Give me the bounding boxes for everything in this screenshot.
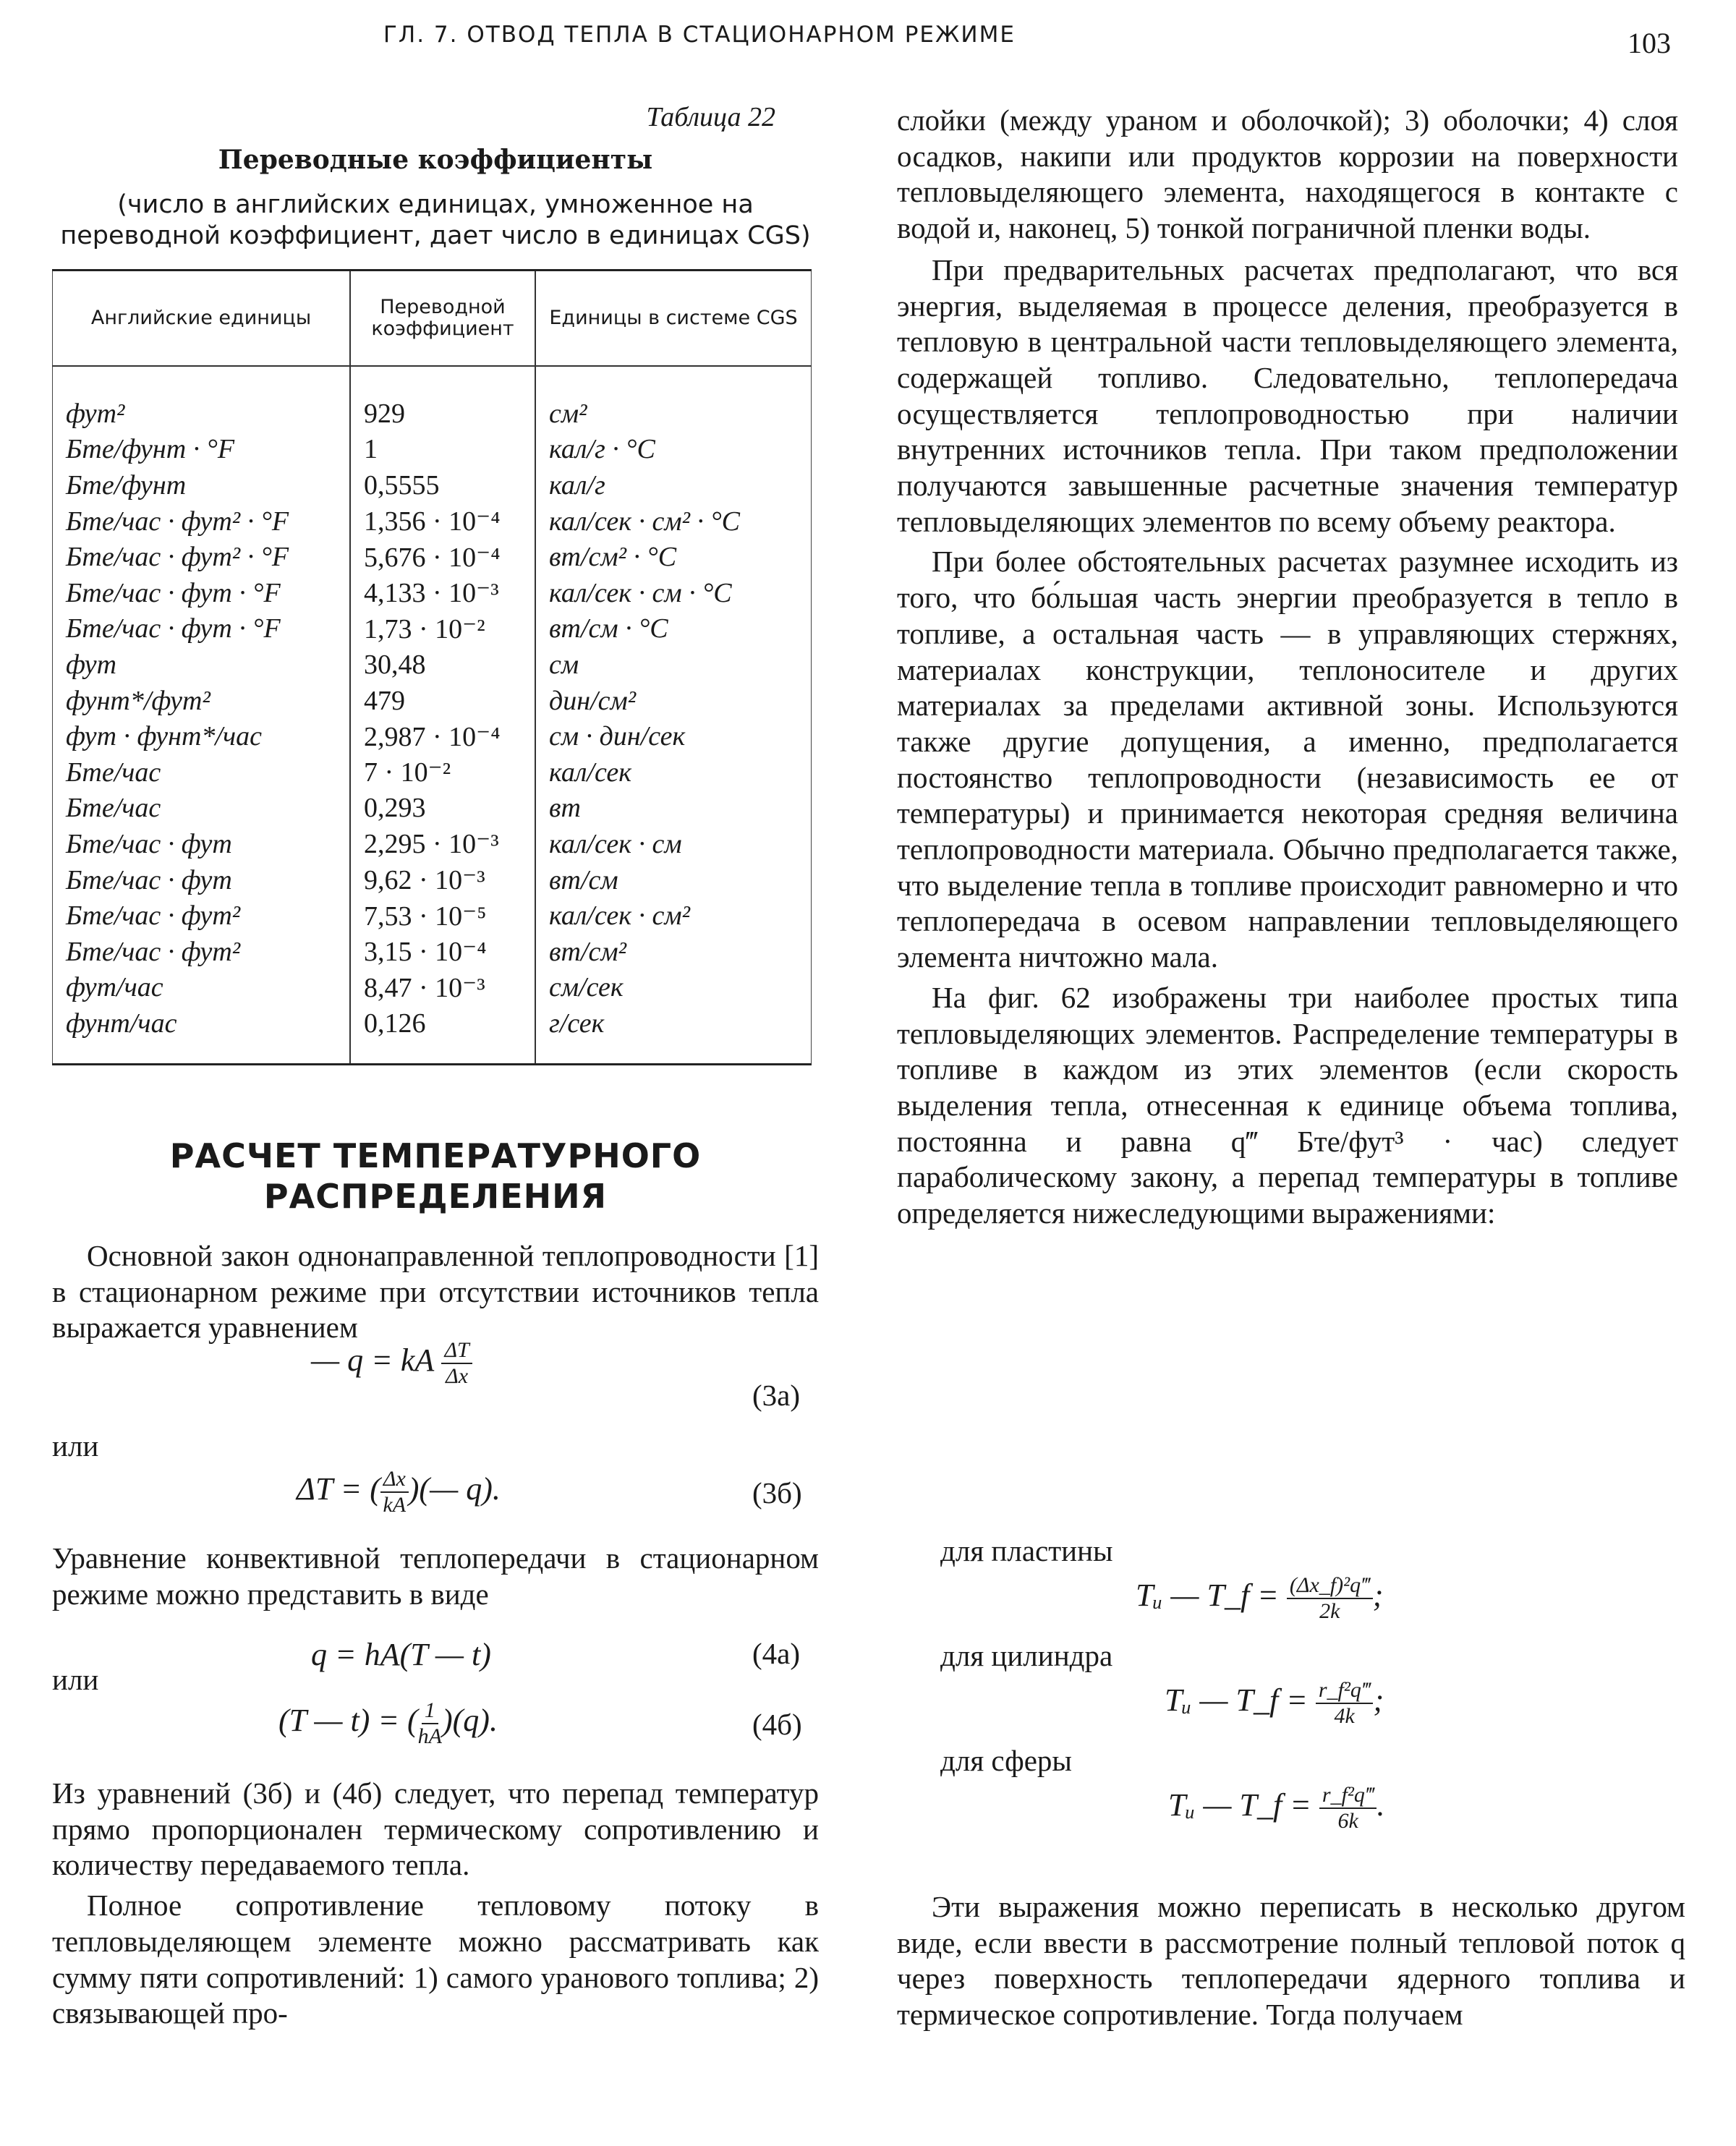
equation-cylinder: [1165, 1678, 1384, 1729]
table-row: [53, 1005, 812, 1064]
table-row: [53, 754, 812, 791]
paragraph: Эти выражения можно переписать в несколько другом виде, если ввести в рассмотрение полный тепловой поток q через поверхность теплопередачи ядерного топлива и термическое сопротивление. Тогда получаем: [897, 1890, 1685, 2032]
right-text-1: [897, 103, 1678, 1232]
equation-label: (3б): [752, 1476, 802, 1510]
equation-3a: [311, 1338, 472, 1389]
equation-label: (4б): [752, 1708, 802, 1741]
equation-3b: [297, 1467, 501, 1517]
cgs-unit: кал/сек · см² · °С: [549, 506, 741, 537]
cgs-unit: кал/сек · см: [549, 828, 682, 859]
paragraph: На фиг. 62 изображены три наиболее простых типа тепловыделяющих элементов. Распределение температуры в топливе в каждом из этих элементов (если скорость выделения тепла, отнесенная к единице объема топлива, постоянна и равна q‴ Бте/фут³ · час) следует параболическому закону, а перепад температуры в топливе определяется нижеследующими выражениями:: [897, 980, 1678, 1230]
table-row: [53, 718, 812, 754]
page-number: 103: [1628, 27, 1671, 59]
equation-label: (3а): [752, 1379, 801, 1412]
paragraph: При предварительных расчетах предполагают, что вся энергия, выделяемая в процессе деления, преобразуется в тепловую в центральной части тепловыделяющего элемента, содержащей топливо. Следовательно, теплопередача осуществляется теплопроводностью при наличии внутренних источников тепла. При таком предположении получаются завышенные расчетные значения температур тепловыделяющих элементов по всему объему реактора.: [897, 252, 1678, 538]
cgs-unit: см/сек: [549, 972, 624, 1003]
cgs-unit: см: [549, 649, 579, 680]
english-unit: фут/час: [53, 970, 351, 1006]
conversion-factor: 4,133 · 10⁻³: [350, 575, 535, 611]
conversion-factor: 5,676 · 10⁻⁴: [350, 539, 535, 575]
table-row: [53, 970, 812, 1006]
left-text-1: [52, 1238, 819, 1346]
paragraph: слойки (между ураном и оболочкой); 3) оболочки; 4) слоя осадков, накипи или продуктов коррозии на поверхности тепловыделяющего элемента, находящегося в контакте с водой и, наконец, 5) тонкой пограничной пленки воды.: [897, 103, 1678, 245]
conversion-factor: 1: [350, 432, 535, 468]
conversion-table: [52, 269, 812, 1065]
table-row: [53, 539, 812, 575]
eq-den: kA: [383, 1493, 407, 1517]
conversion-factor: 0,5555: [350, 467, 535, 503]
english-unit: фунт/час: [53, 1005, 351, 1064]
table-subtitle: (число в английских единицах, умноженное на переводной коэффициент, дает число в единицах CGS): [60, 190, 811, 250]
eq-lhs: Tᵤ — T_f =: [1168, 1787, 1311, 1823]
table-row: [53, 467, 812, 503]
running-header: ГЛ. 7. ОТВОД ТЕПЛА В СТАЦИОНАРНОМ РЕЖИМЕ: [383, 22, 1016, 48]
cgs-unit: кал/сек: [549, 757, 631, 788]
english-unit: Бте/час · фут² · °F: [53, 539, 351, 575]
table-row: [53, 503, 812, 540]
eq-end: ;: [1372, 1577, 1384, 1614]
left-text-2: [52, 1541, 819, 1612]
english-unit: Бте/час · фут²: [53, 934, 351, 970]
eq-den: 6k: [1337, 1809, 1358, 1833]
cgs-unit: вт/см · °С: [549, 613, 668, 644]
cgs-unit: кал/г: [549, 469, 605, 501]
eq-num: ΔT: [441, 1338, 472, 1364]
cgs-unit: кал/сек · см²: [549, 900, 690, 932]
eq-rhs: )(q).: [442, 1703, 498, 1739]
table-row: [53, 366, 812, 432]
equation-label: (4а): [752, 1637, 801, 1670]
conversion-factor: 2,987 · 10⁻⁴: [350, 718, 535, 754]
conversion-factor: 0,126: [350, 1005, 535, 1064]
eq-num: 1: [422, 1698, 438, 1724]
plate-label: для пластины: [940, 1534, 1113, 1567]
english-unit: фут: [53, 647, 351, 683]
eq-lhs: — q = kA: [311, 1342, 434, 1379]
cgs-unit: кал/сек · см · °С: [549, 577, 732, 608]
eq-num: Δx: [380, 1467, 409, 1493]
english-unit: фут²: [53, 366, 351, 432]
cgs-unit: вт: [549, 793, 581, 824]
english-unit: Бте/час · фут²: [53, 898, 351, 934]
conversion-factor: 8,47 · 10⁻³: [350, 970, 535, 1006]
cgs-unit: вт/см: [549, 864, 618, 895]
table-row: [53, 934, 812, 970]
conversion-factor: 9,62 · 10⁻³: [350, 862, 535, 898]
english-unit: фут · фунт*/час: [53, 718, 351, 754]
eq-lhs: Tᵤ — T_f =: [1136, 1577, 1279, 1614]
eq-den: 2k: [1319, 1599, 1340, 1623]
paragraph: Из уравнений (3б) и (4б) следует, что перепад температур прямо пропорционален термическому сопротивлению и количеству передаваемого тепла.: [52, 1776, 819, 1882]
table-row: [53, 826, 812, 862]
left-text-3: [52, 1776, 819, 2032]
conversion-factor: 929: [350, 366, 535, 432]
column-header: Единицы в системе CGS: [535, 271, 812, 367]
table-row: [53, 647, 812, 683]
eq-lhs: (T — t) = (: [278, 1703, 418, 1739]
conversion-factor: 2,295 · 10⁻³: [350, 826, 535, 862]
column-header: Переводной коэффициент: [350, 271, 535, 367]
table-row: [53, 791, 812, 827]
conversion-factor: 7,53 · 10⁻⁵: [350, 898, 535, 934]
cylinder-label: для цилиндра: [940, 1639, 1113, 1672]
eq-lhs: Tᵤ — T_f =: [1165, 1682, 1308, 1719]
cgs-unit: вт/см² · °С: [549, 542, 677, 573]
paragraph: Уравнение конвективной теплопередачи в стационарном режиме можно представить в виде: [52, 1541, 819, 1611]
english-unit: Бте/час: [53, 754, 351, 791]
eq-end: ;: [1373, 1682, 1384, 1719]
table-row: [53, 432, 812, 468]
table-title: Переводные коэффициенты: [218, 145, 653, 175]
paragraph: Основной закон однонаправленной теплопроводности [1] в стационарном режиме при отсутствии источников тепла выражается уравнением: [52, 1239, 819, 1345]
english-unit: Бте/час · фут² · °F: [53, 503, 351, 540]
sphere-label: для сферы: [940, 1744, 1072, 1777]
table-row: [53, 898, 812, 934]
cgs-unit: вт/см²: [549, 936, 627, 967]
cgs-unit: дин/см²: [549, 685, 637, 716]
eq-den: 4k: [1334, 1704, 1355, 1728]
eq-rhs: )(— q).: [408, 1471, 501, 1507]
conversion-factor: 3,15 · 10⁻⁴: [350, 934, 535, 970]
cgs-unit: см · дин/сек: [549, 721, 686, 752]
eq-lhs: ΔT = (: [297, 1471, 380, 1507]
eq-den: hA: [417, 1724, 442, 1748]
cgs-unit: см²: [549, 398, 587, 429]
conversion-factor: 30,48: [350, 647, 535, 683]
paragraph: Полное сопротивление тепловому потоку в тепловыделяющем элементе можно рассматривать как сумму пяти сопротивлений: 1) самого уранового топлива; 2) связывающей про-: [52, 1889, 819, 2030]
or-text: или: [52, 1663, 99, 1696]
conversion-factor: 479: [350, 683, 535, 719]
conversion-factor: 1,73 · 10⁻²: [350, 611, 535, 647]
eq-end: .: [1377, 1787, 1385, 1823]
equation-4b: [278, 1698, 498, 1749]
eq-num: r_f²q‴: [1316, 1678, 1374, 1704]
equation-sphere: [1168, 1783, 1384, 1834]
english-unit: Бте/фунт · °F: [53, 432, 351, 468]
cgs-unit: кал/г · °С: [549, 434, 655, 465]
english-unit: Бте/час · фут: [53, 826, 351, 862]
right-text-2: [897, 1889, 1685, 2033]
table-row: [53, 611, 812, 647]
eq-num: (Δx_f)²q‴: [1287, 1573, 1373, 1599]
conversion-factor: 1,356 · 10⁻⁴: [350, 503, 535, 540]
english-unit: Бте/час · фут: [53, 862, 351, 898]
cgs-unit: г/сек: [549, 1008, 605, 1039]
equation-4a: q = hA(T — t): [311, 1637, 491, 1672]
eq-num: r_f²q‴: [1319, 1783, 1377, 1809]
or-text: или: [52, 1429, 99, 1462]
eq-den: Δx: [446, 1364, 469, 1388]
table-caption: Таблица 22: [646, 102, 775, 132]
english-unit: Бте/час: [53, 791, 351, 827]
english-unit: фунт*/фут²: [53, 683, 351, 719]
section-heading: РАСЧЕТ ТЕМПЕРАТУРНОГО РАСПРЕДЕЛЕНИЯ: [169, 1136, 702, 1216]
table-row: [53, 575, 812, 611]
equation-plate: [1136, 1573, 1383, 1624]
conversion-factor: 7 · 10⁻²: [350, 754, 535, 791]
conversion-factor: 0,293: [350, 791, 535, 827]
column-header: Английские единицы: [53, 271, 351, 367]
table-row: [53, 683, 812, 719]
english-unit: Бте/час · фут · °F: [53, 611, 351, 647]
table-row: [53, 862, 812, 898]
paragraph: При более обстоятельных расчетах разумнее исходить из того, что бо́льшая часть энергии преобразуется в тепло в топливе, а остальная часть — в управляющих стержнях, материалах конструкции, теплоносителе и других материалах за пределами активной зоны. Используются также другие допущения, а именно, предполагается постоянство теплопроводности (независимость ее от температуры) и принимается некоторая средняя величина теплопроводности материала. Обычно предполагается также, что выделение тепла в топливе происходит равномерно и что теплопередача в осевом направлении тепловыделяющего элемента ничтожно мала.: [897, 545, 1678, 974]
english-unit: Бте/фунт: [53, 467, 351, 503]
english-unit: Бте/час · фут · °F: [53, 575, 351, 611]
